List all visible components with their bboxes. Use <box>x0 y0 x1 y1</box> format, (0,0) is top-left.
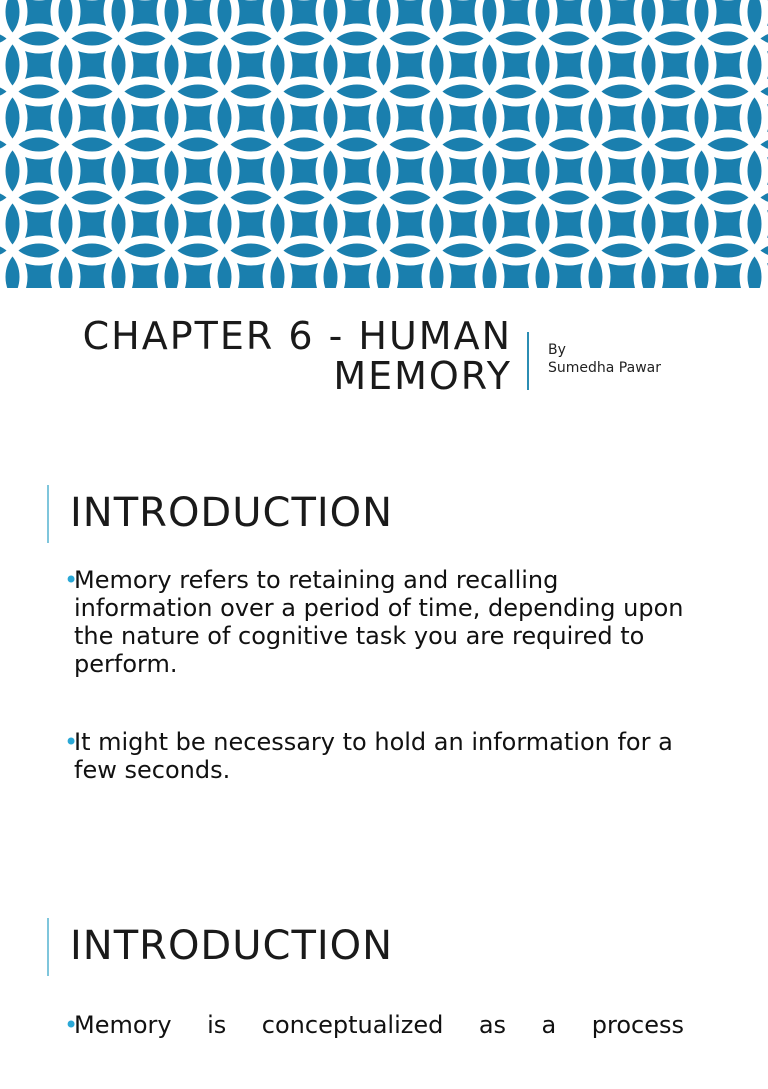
title-line-1: CHAPTER 6 - HUMAN <box>83 314 512 358</box>
bullet-icon: • <box>64 728 78 756</box>
circle-pattern <box>0 0 768 288</box>
slide-introduction-2 <box>0 905 768 1024</box>
presentation-title <box>42 316 512 396</box>
slide-heading: INTRODUCTION <box>70 490 393 536</box>
bullet-icon: • <box>64 566 78 594</box>
slide-heading: INTRODUCTION <box>70 923 393 969</box>
bullet-list <box>64 1011 684 1089</box>
title-divider <box>527 332 529 390</box>
title-line-2: MEMORY <box>333 354 512 398</box>
title-slide <box>0 288 768 438</box>
bullet-item <box>64 1011 684 1039</box>
by-label: By <box>548 341 661 359</box>
bullet-text: Memory is conceptualized as a process <box>74 1011 684 1039</box>
bullet-icon: • <box>64 1011 78 1039</box>
bullet-item <box>64 566 684 678</box>
heading-accent-bar <box>47 918 49 976</box>
title-banner <box>0 0 768 288</box>
slide-introduction-1 <box>0 470 768 890</box>
bullet-list <box>64 566 684 834</box>
heading-accent-bar <box>47 485 49 543</box>
bullet-text: Memory refers to retaining and recalling information over a period of time, depending upon the nature of cognitive task you are required to perform. <box>74 566 684 678</box>
author-name: Sumedha Pawar <box>548 359 661 377</box>
byline <box>548 341 661 377</box>
bullet-item <box>64 728 684 784</box>
bullet-text: It might be necessary to hold an information for a few seconds. <box>74 728 684 784</box>
